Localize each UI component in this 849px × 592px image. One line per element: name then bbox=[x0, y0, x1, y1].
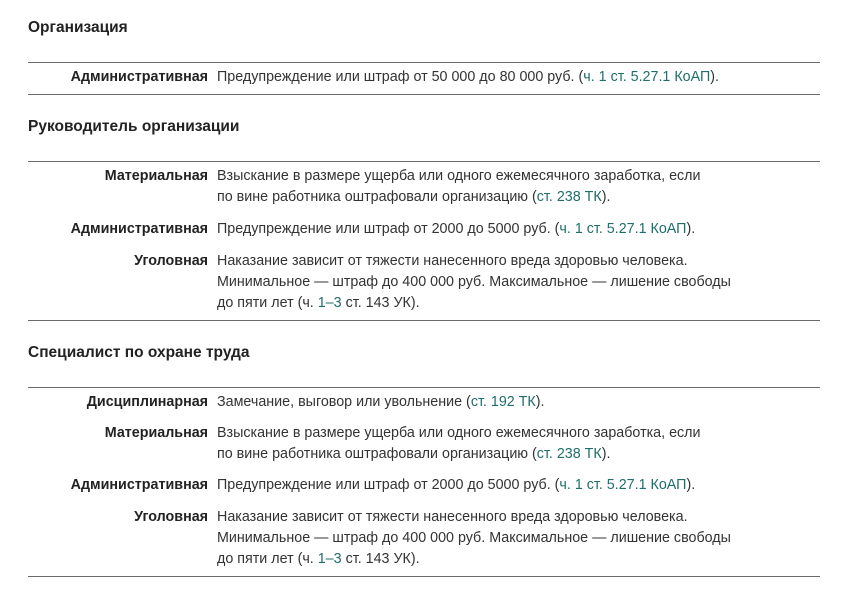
penalty-description bbox=[217, 392, 807, 413]
penalty-description bbox=[217, 507, 807, 570]
liability-type-label: Материальная bbox=[104, 425, 208, 441]
description-line bbox=[217, 272, 807, 293]
divider bbox=[28, 94, 820, 95]
description-text: ). bbox=[686, 221, 696, 237]
description-text: Взыскание в размере ущерба или одного ежемесячного заработка, если bbox=[217, 168, 701, 184]
description-line bbox=[217, 528, 807, 549]
divider bbox=[28, 387, 820, 388]
penalty-description bbox=[217, 166, 807, 208]
description-line bbox=[217, 444, 807, 465]
penalty-description bbox=[217, 67, 807, 88]
description-text: ). bbox=[686, 477, 696, 493]
divider bbox=[28, 62, 820, 63]
penalty-description bbox=[217, 475, 807, 496]
liability-type-label: Административная bbox=[70, 221, 208, 237]
description-line bbox=[217, 219, 807, 240]
penalty-description bbox=[217, 423, 807, 465]
description-line bbox=[217, 67, 807, 88]
law-reference-link[interactable]: 1–3 bbox=[317, 551, 342, 567]
description-text: ст. 143 УК). bbox=[341, 551, 420, 567]
description-text: Минимальное — штраф до 400 000 руб. Максимальное — лишение свободы bbox=[217, 530, 731, 546]
law-reference-link[interactable]: 1–3 bbox=[317, 295, 342, 311]
liability-type-label: Материальная bbox=[104, 168, 208, 184]
liability-type-label: Дисциплинарная bbox=[86, 394, 208, 410]
section-title: Организация bbox=[28, 19, 128, 36]
description-text: ). bbox=[601, 189, 611, 205]
section-title: Специалист по охране труда bbox=[28, 344, 250, 361]
penalty-description bbox=[217, 219, 807, 240]
description-text: до пяти лет (ч. bbox=[217, 295, 318, 311]
divider bbox=[28, 320, 820, 321]
description-line bbox=[217, 293, 807, 314]
law-reference-link[interactable]: ч. 1 ст. 5.27.1 КоАП bbox=[559, 221, 687, 237]
description-line bbox=[217, 251, 807, 272]
divider bbox=[28, 576, 820, 577]
law-reference-link[interactable]: ч. 1 ст. 5.27.1 КоАП bbox=[583, 69, 711, 85]
description-line bbox=[217, 549, 807, 570]
law-reference-link[interactable]: ст. 238 ТК bbox=[536, 189, 602, 205]
description-line bbox=[217, 423, 807, 444]
description-text: Предупреждение или штраф от 2000 до 5000 руб. ( bbox=[217, 221, 560, 237]
description-text: по вине работника оштрафовали организацию ( bbox=[217, 189, 537, 205]
description-line bbox=[217, 507, 807, 528]
description-text: Предупреждение или штраф от 50 000 до 80 000 руб. ( bbox=[217, 69, 584, 85]
section-title: Руководитель организации bbox=[28, 118, 240, 135]
liability-type-label: Уголовная bbox=[134, 253, 208, 269]
liability-type-label: Административная bbox=[70, 477, 208, 493]
description-text: Наказание зависит от тяжести нанесенного вреда здоровью человека. bbox=[217, 253, 688, 269]
law-reference-link[interactable]: ст. 238 ТК bbox=[536, 446, 602, 462]
description-text: ст. 143 УК). bbox=[341, 295, 420, 311]
law-reference-link[interactable]: ч. 1 ст. 5.27.1 КоАП bbox=[559, 477, 687, 493]
liability-type-label: Уголовная bbox=[134, 509, 208, 525]
description-text: до пяти лет (ч. bbox=[217, 551, 318, 567]
description-text: ). bbox=[535, 394, 545, 410]
divider bbox=[28, 161, 820, 162]
description-text: ). bbox=[710, 69, 720, 85]
description-line bbox=[217, 187, 807, 208]
description-text: по вине работника оштрафовали организацию ( bbox=[217, 446, 537, 462]
description-text: Замечание, выговор или увольнение ( bbox=[217, 394, 471, 410]
liability-type-label: Административная bbox=[70, 69, 208, 85]
penalty-description bbox=[217, 251, 807, 314]
description-text: Минимальное — штраф до 400 000 руб. Максимальное — лишение свободы bbox=[217, 274, 731, 290]
description-line bbox=[217, 475, 807, 496]
description-text: Наказание зависит от тяжести нанесенного вреда здоровью человека. bbox=[217, 509, 688, 525]
description-text: ). bbox=[601, 446, 611, 462]
description-text: Взыскание в размере ущерба или одного ежемесячного заработка, если bbox=[217, 425, 701, 441]
law-reference-link[interactable]: ст. 192 ТК bbox=[470, 394, 536, 410]
description-line bbox=[217, 166, 807, 187]
description-line bbox=[217, 392, 807, 413]
description-text: Предупреждение или штраф от 2000 до 5000 руб. ( bbox=[217, 477, 560, 493]
